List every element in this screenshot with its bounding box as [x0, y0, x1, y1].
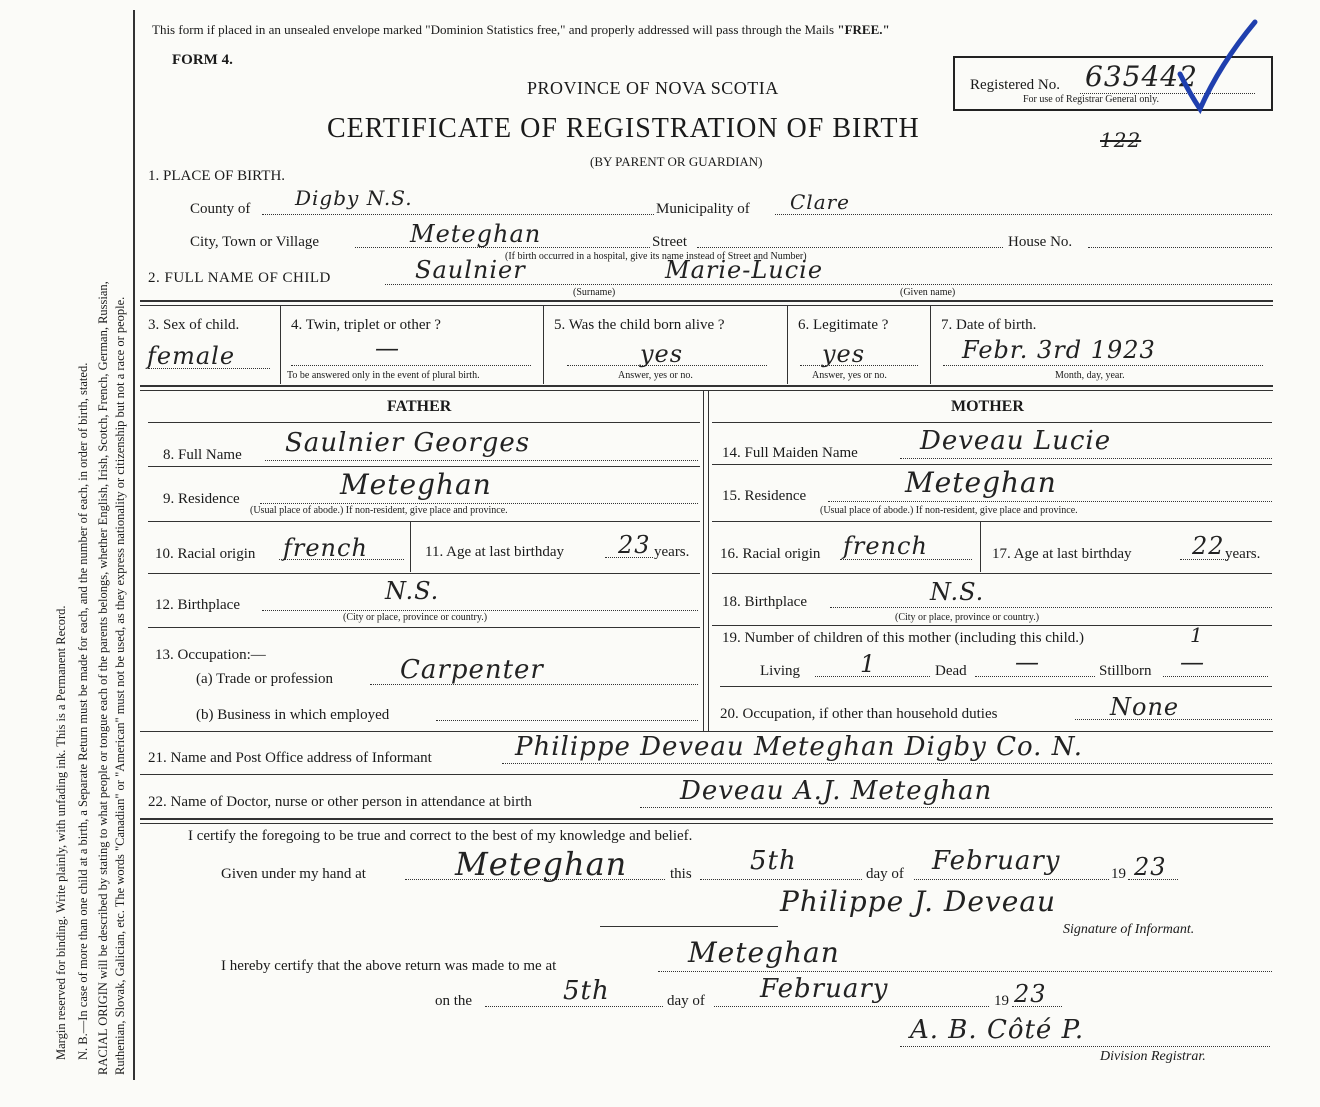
- return-day-of-label: day of: [667, 993, 705, 1009]
- informant-value: Philippe Deveau Meteghan Digby Co. N.: [515, 732, 1084, 762]
- twin-field[interactable]: [291, 365, 531, 366]
- informant-label: 21. Name and Post Office address of Informant: [148, 750, 432, 766]
- return-month-value: February: [760, 974, 889, 1004]
- mail-notice: This form if placed in an unsealed envelope marked "Dominion Statistics free," and properly addressed will pass through the Mails "FREE.": [152, 22, 890, 37]
- twin-label: 4. Twin, triplet or other ?: [291, 317, 441, 333]
- mother-dead-label: Dead: [935, 663, 967, 679]
- house-field[interactable]: [1088, 247, 1272, 248]
- street-label: Street: [652, 234, 687, 250]
- mother-racial-label: 16. Racial origin: [720, 546, 821, 562]
- father-age-value: 23: [618, 531, 651, 559]
- mother-rule-4: [712, 625, 1272, 626]
- father-birthplace-value: N.S.: [385, 577, 440, 605]
- return-place-field[interactable]: [658, 971, 1272, 972]
- municipality-field[interactable]: [775, 214, 1272, 215]
- mother-age-years: years.: [1225, 546, 1261, 562]
- father-rule-4: [148, 627, 700, 628]
- father-racial-age-divider: [410, 522, 411, 572]
- hospital-note: (If birth occurred in a hospital, give its name instead of Street and Number): [505, 251, 807, 262]
- doctor-label: 22. Name of Doctor, nurse or other person in attendance at birth: [148, 794, 532, 810]
- document-title: CERTIFICATE OF REGISTRATION OF BIRTH: [327, 113, 920, 144]
- father-trade-value: Carpenter: [400, 655, 544, 685]
- father-rule-2: [148, 521, 700, 522]
- certification-statement: I certify the foregoing to be true and correct to the best of my knowledge and belief.: [188, 828, 693, 844]
- mother-name-field[interactable]: [900, 458, 1272, 459]
- county-field[interactable]: [262, 214, 654, 215]
- mother-birthplace-label: 18. Birthplace: [722, 594, 807, 610]
- mother-dead-value: —: [1015, 648, 1040, 676]
- on-the-label: on the: [435, 993, 473, 1009]
- city-label: City, Town or Village: [190, 234, 320, 250]
- divider-twin-alive: [543, 306, 544, 384]
- dob-field[interactable]: [943, 365, 1263, 366]
- mother-birthplace-note: (City or place, province or country.): [895, 612, 1040, 623]
- registered-label: Registered No.: [970, 77, 1060, 93]
- mother-stillborn-value: —: [1180, 648, 1205, 676]
- father-residence-field[interactable]: [260, 503, 698, 504]
- alive-label: 5. Was the child born alive ?: [554, 317, 725, 333]
- father-occupation-label: 13. Occupation:—: [155, 647, 266, 663]
- father-business-field[interactable]: [436, 720, 698, 721]
- father-residence-value: Meteghan: [340, 468, 492, 501]
- rule-above-parents-1: [140, 385, 1273, 387]
- mother-residence-field[interactable]: [828, 501, 1272, 502]
- mother-occupation-value: None: [1110, 693, 1180, 721]
- father-residence-label: 9. Residence: [163, 491, 240, 507]
- return-day-field[interactable]: [485, 1006, 663, 1007]
- registrar-note: For use of Registrar General only.: [1023, 94, 1159, 105]
- mother-name-label: 14. Full Maiden Name: [722, 445, 858, 461]
- given-day-value: 5th: [750, 846, 797, 876]
- mother-residence-value: Meteghan: [905, 466, 1057, 499]
- mother-occupation-label: 20. Occupation, if other than household duties: [720, 706, 998, 722]
- given-year-value: 23: [1134, 853, 1167, 881]
- informant-field[interactable]: [502, 763, 1272, 764]
- margin-note-nb: N. B.—In case of more than one child at a birth, a Separate Return must be made for each, and the number of each, in order of birth, stated.: [76, 362, 90, 1060]
- this-label: this: [670, 866, 692, 882]
- given-caption: (Given name): [900, 287, 956, 298]
- return-month-field[interactable]: [714, 1006, 989, 1007]
- margin-note-racial-1: RACIAL ORIGIN will be described by stating to what people or tongue each of the parents belongs, whether English, Irish, Scotch, French, German, Russian,: [96, 281, 110, 1075]
- given-month-field[interactable]: [914, 879, 1109, 880]
- mother-stillborn-field[interactable]: [1163, 676, 1268, 677]
- given-month-value: February: [932, 846, 1061, 876]
- informant-signature: Philippe J. Deveau: [780, 885, 1057, 918]
- father-rule-3: [148, 573, 700, 574]
- form-number: FORM 4.: [172, 52, 233, 68]
- dob-note: Month, day, year.: [1055, 370, 1125, 381]
- given-under-hand-label: Given under my hand at: [221, 866, 366, 882]
- alive-value: yes: [640, 340, 684, 368]
- rule-above-certification-2: [140, 823, 1273, 824]
- father-name-field[interactable]: [265, 460, 698, 461]
- mother-rule-1: [712, 464, 1272, 465]
- legitimate-label: 6. Legitimate ?: [798, 317, 889, 333]
- surname-caption: (Surname): [573, 287, 616, 298]
- father-business-label: (b) Business in which employed: [196, 707, 390, 723]
- mother-living-value: 1: [860, 650, 877, 678]
- father-residence-note: (Usual place of abode.) If non-resident, give place and province.: [250, 505, 508, 516]
- divider-sex-twin: [280, 306, 281, 384]
- house-label: House No.: [1008, 234, 1073, 250]
- day-of-label: day of: [866, 866, 904, 882]
- municipality-value: Clare: [790, 190, 851, 214]
- document-subtitle: (BY PARENT OR GUARDIAN): [590, 154, 763, 169]
- father-birthplace-note: (City or place, province or country.): [343, 612, 488, 623]
- mother-rule-0: [712, 422, 1272, 423]
- rule-above-parents-2: [140, 390, 1273, 391]
- mother-age-value: 22: [1192, 532, 1225, 560]
- municipality-label: Municipality of: [656, 201, 750, 217]
- rule-above-doctor: [140, 774, 1273, 775]
- rule-above-certification-1: [140, 818, 1273, 820]
- divider-alive-legit: [787, 306, 788, 384]
- registrar-signature-caption: Division Registrar.: [1100, 1049, 1206, 1064]
- registrar-signature: A. B. Côté P.: [910, 1015, 1085, 1045]
- margin-note-racial-2: Ruthenian, Slovak, Galician, etc. The words "Canadian" or "American" must not be used, as they express nationality or citizenship but not a race or people.: [113, 296, 127, 1075]
- mother-name-value: Deveau Lucie: [920, 426, 1112, 456]
- doctor-value: Deveau A.J. Meteghan: [680, 776, 993, 806]
- mother-residence-label: 15. Residence: [722, 488, 807, 504]
- divider-legit-dob: [930, 306, 931, 384]
- rule-top-child-info-1: [140, 300, 1273, 302]
- child-surname-value: Saulnier: [415, 256, 526, 284]
- sex-field[interactable]: [148, 368, 270, 369]
- mother-stillborn-label: Stillborn: [1099, 663, 1152, 679]
- father-name-label: 8. Full Name: [163, 447, 242, 463]
- title-note: 122: [1100, 128, 1142, 152]
- county-label: County of: [190, 201, 251, 217]
- registered-number: 635442: [1085, 60, 1198, 93]
- return-year-value: 23: [1014, 980, 1047, 1008]
- sex-value: female: [147, 342, 236, 370]
- father-racial-label: 10. Racial origin: [155, 546, 256, 562]
- father-age-years: years.: [654, 544, 690, 560]
- father-birthplace-label: 12. Birthplace: [155, 597, 240, 613]
- mother-rule-2: [712, 521, 1272, 522]
- legitimate-note: Answer, yes or no.: [812, 370, 887, 381]
- given-day-field[interactable]: [700, 879, 862, 880]
- mother-age-label: 17. Age at last birthday: [992, 546, 1132, 562]
- child-name-field[interactable]: [385, 284, 1272, 285]
- father-rule-1: [148, 466, 700, 467]
- county-value: Digby N.S.: [295, 186, 413, 210]
- twin-note: To be answered only in the event of plural birth.: [287, 370, 480, 381]
- dob-label: 7. Date of birth.: [941, 317, 1037, 333]
- alive-field[interactable]: [567, 365, 767, 366]
- checkmark-icon: [1175, 14, 1265, 124]
- mother-children-value: 1: [1190, 623, 1204, 647]
- mother-residence-note: (Usual place of abode.) If non-resident, give place and province.: [820, 505, 1078, 516]
- mother-dead-field[interactable]: [975, 676, 1095, 677]
- mother-rule-3: [712, 573, 1272, 574]
- return-place-value: Meteghan: [688, 936, 840, 969]
- alive-note: Answer, yes or no.: [618, 370, 693, 381]
- place-of-birth-heading: 1. PLACE OF BIRTH.: [148, 168, 286, 184]
- return-day-value: 5th: [563, 976, 610, 1006]
- informant-signature-caption: Signature of Informant.: [1063, 922, 1195, 937]
- father-birthplace-field[interactable]: [262, 610, 698, 611]
- mother-living-label: Living: [760, 663, 800, 679]
- return-made-label: I hereby certify that the above return was made to me at: [221, 958, 557, 974]
- father-heading: FATHER: [387, 398, 452, 415]
- rule-top-child-info-2: [140, 305, 1273, 306]
- divider-father-mother-1: [703, 391, 704, 731]
- year-prefix: 19: [1111, 866, 1126, 882]
- legitimate-field[interactable]: [800, 365, 918, 366]
- city-value: Meteghan: [410, 220, 542, 248]
- registrar-signature-field[interactable]: [900, 1046, 1270, 1047]
- father-rule-0: [148, 422, 700, 423]
- mother-birthplace-field[interactable]: [830, 607, 1272, 608]
- twin-value: —: [375, 334, 400, 362]
- legitimate-value: yes: [822, 340, 866, 368]
- mother-racial-age-divider: [980, 522, 981, 572]
- mother-heading: MOTHER: [951, 398, 1024, 415]
- mother-children-label: 19. Number of children of this mother (including this child.): [722, 630, 1085, 646]
- margin-note-binding: Margin reserved for binding. Write plainly, with unfading ink. This is a Permanent Record.: [54, 605, 68, 1060]
- given-place-value: Meteghan: [455, 845, 628, 883]
- signature-short-line: [600, 926, 778, 927]
- father-age-label: 11. Age at last birthday: [425, 544, 564, 560]
- province-title: PROVINCE OF NOVA SCOTIA: [527, 78, 779, 98]
- mother-rule-5: [720, 686, 1272, 687]
- sex-label: 3. Sex of child.: [148, 317, 240, 333]
- child-name-label: 2. FULL NAME OF CHILD: [148, 270, 331, 286]
- mother-racial-value: french: [843, 532, 928, 560]
- father-racial-value: french: [283, 534, 368, 562]
- margin-rule: [133, 10, 135, 1080]
- divider-father-mother-2: [708, 391, 709, 731]
- father-name-value: Saulnier Georges: [285, 428, 531, 458]
- return-year-prefix: 19: [994, 993, 1009, 1009]
- doctor-field[interactable]: [640, 807, 1272, 808]
- street-field[interactable]: [697, 247, 1003, 248]
- father-trade-label: (a) Trade or profession: [196, 671, 334, 687]
- child-given-value: Marie-Lucie: [665, 256, 824, 284]
- dob-value: Febr. 3rd 1923: [962, 336, 1156, 364]
- mother-birthplace-value: N.S.: [930, 578, 985, 606]
